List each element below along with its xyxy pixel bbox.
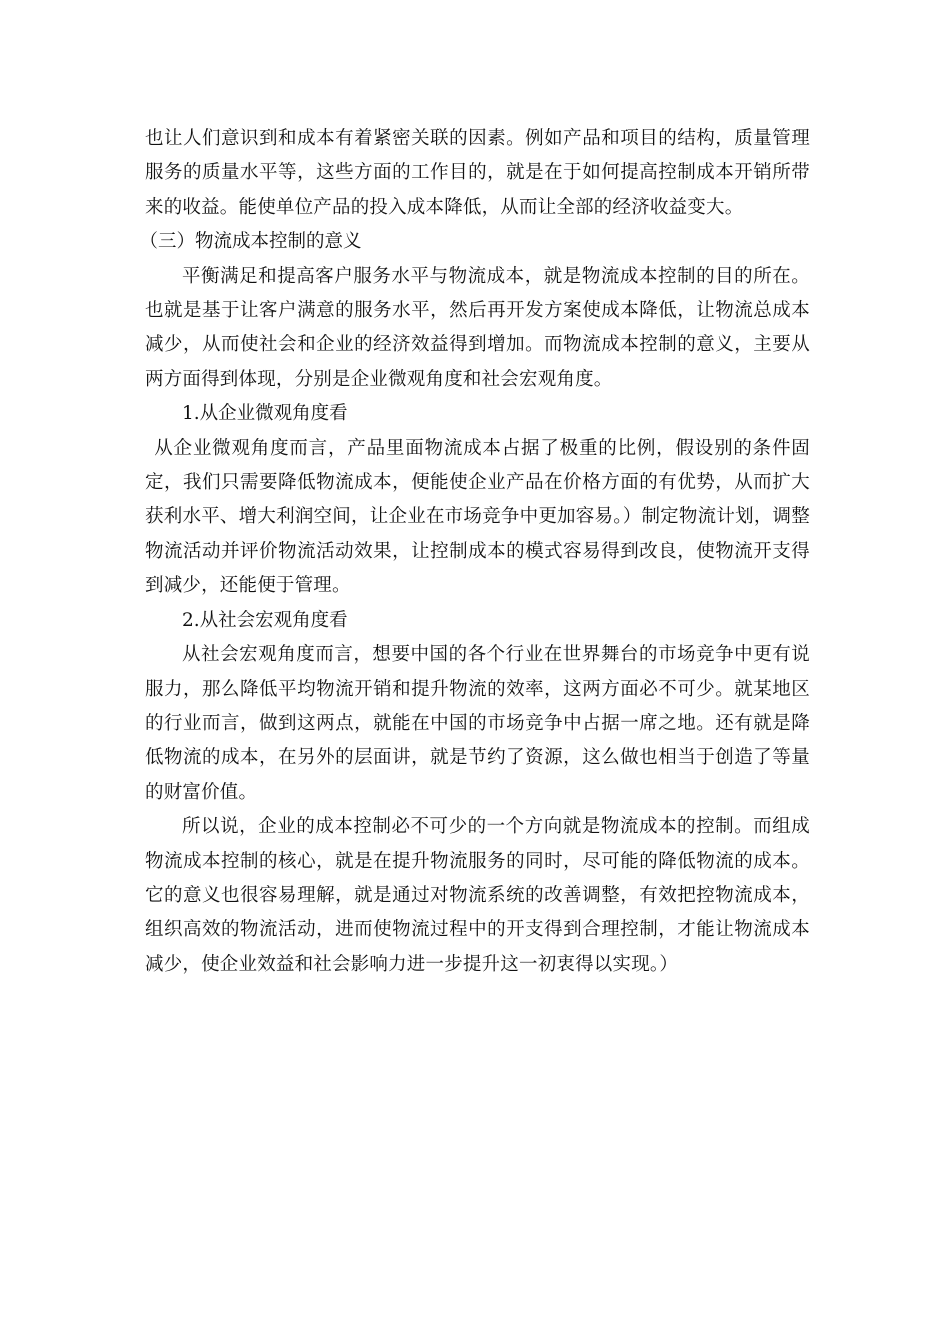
- sub-heading-micro: 1.从企业微观角度看: [182, 403, 348, 425]
- paragraph-macro: 从社会宏观角度而言，想要中国的各个行业在世界舞台的市场竞争中更有说服力，那么降低平均物流开销和提升物流的效率，这两方面必不可少。就某地区的行业而言，做到这两点，就能在中国的市场竞争中占据一席之地。还有就是降低物流的成本，在另外的层面讲，就是节约了资源，这么做也相当于创造了等量的财富价值。: [145, 644, 810, 803]
- paragraph-conclusion: 所以说，企业的成本控制必不可少的一个方向就是物流成本的控制。而组成物流成本控制的核心，就是在提升物流服务的同时，尽可能的降低物流的成本。它的意义也很容易理解，就是通过对物流系统的改善调整，有效把控物流成本，组织高效的物流活动，进而使物流过程中的开支得到合理控制，才能让物流成本减少，使企业效益和社会影响力进一步提升这一初衷得以实现。）: [145, 816, 810, 975]
- paragraph-intro: 也让人们意识到和成本有着紧密关联的因素。例如产品和项目的结构，质量管理服务的质量水平等，这些方面的工作目的，就是在于如何提高控制成本开销所带来的收益。能使单位产品的投入成本降低，从而让全部的经济收益变大。: [145, 128, 810, 218]
- section-heading: （三）物流成本控制的意义: [139, 231, 362, 253]
- document-page: [139, 122, 810, 982]
- sub-heading-macro: 2.从社会宏观角度看: [182, 609, 348, 631]
- paragraph-purpose: 平衡满足和提高客户服务水平与物流成本，就是物流成本控制的目的所在。也就是基于让客户满意的服务水平，然后再开发方案使成本降低，让物流总成本减少，从而使社会和企业的经济效益得到增加。而物流成本控制的意义，主要从两方面得到体现，分别是企业微观角度和社会宏观角度。: [145, 265, 810, 390]
- paragraph-micro: 从企业微观角度而言，产品里面物流成本占据了极重的比例，假设别的条件固定，我们只需要降低物流成本，便能使企业产品在价格方面的有优势，从而扩大获利水平、增大利润空间，让企业在市场竞争中更加容易。）制定物流计划，调整物流活动并评价物流活动效果，让控制成本的模式容易得到改良，使物流开支得到减少，还能便于管理。: [145, 437, 810, 597]
